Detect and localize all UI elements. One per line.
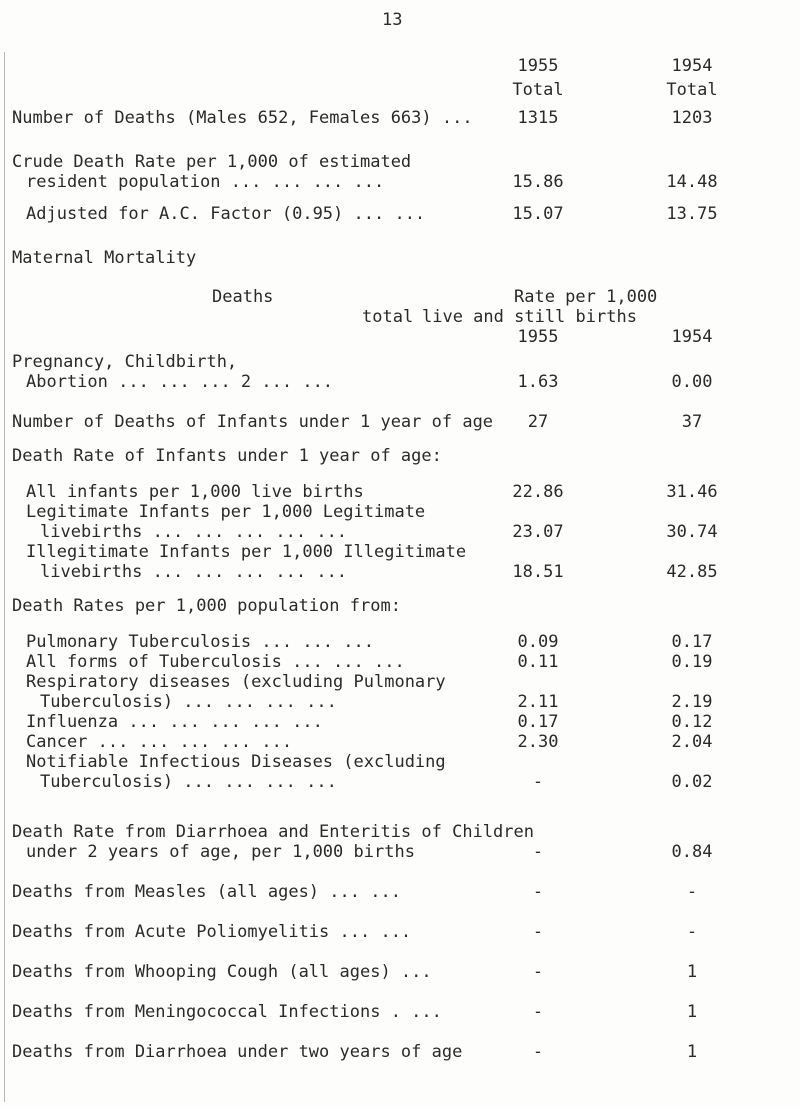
deaths-from-1954: 1 (686, 962, 698, 982)
pop-rate-row-1955: 0.09 (517, 632, 559, 652)
maternal-deaths-heading: Deaths (212, 287, 274, 307)
deaths-from-1955: - (532, 962, 544, 982)
left-margin-line (4, 52, 5, 1102)
infant-deaths-label: Number of Deaths of Infants under 1 year of age (12, 412, 494, 432)
pop-rate-row-label: Influenza ... ... ... ... ... (26, 712, 323, 732)
infant-rate-row-label-cont: livebirths ... ... ... ... ... (40, 562, 348, 582)
infant-rate-row-1955: 18.51 (512, 562, 564, 582)
infant-rate-row-label: Legitimate Infants per 1,000 Legitimate (26, 502, 426, 522)
deaths-from-1954: - (686, 922, 698, 942)
crude-rate-1955: 15.86 (512, 172, 564, 192)
infant-rate-row-label: All infants per 1,000 live births (26, 482, 364, 502)
deaths-from-label: Deaths from Diarrhoea under two years of age (12, 1042, 463, 1062)
pop-rate-row-1954: 0.02 (671, 772, 713, 792)
diarrhoea-rate-1955: - (532, 842, 544, 862)
pop-rate-row-label: Notifiable Infectious Diseases (excluding (26, 752, 446, 772)
maternal-year-1955: 1955 (517, 327, 559, 347)
pop-rates-heading: Death Rates per 1,000 population from: (12, 596, 401, 616)
adjusted-1955: 15.07 (512, 204, 564, 224)
deaths-from-1955: - (532, 922, 544, 942)
pop-rate-row-1954: 2.19 (671, 692, 713, 712)
deaths-1954: 1203 (671, 108, 713, 128)
header-total-1955: Total (512, 80, 564, 100)
deaths-from-1954: - (686, 882, 698, 902)
crude-rate-label-1: Crude Death Rate per 1,000 of estimated (12, 152, 412, 172)
deaths-label: Number of Deaths (Males 652, Females 663) ... (12, 108, 473, 128)
header-year-1955: 1955 (517, 56, 559, 76)
pop-rate-row-1955: 0.11 (517, 652, 559, 672)
deaths-from-label: Deaths from Measles (all ages) ... ... (12, 882, 401, 902)
crude-rate-1954: 14.48 (666, 172, 718, 192)
infant-rate-row-1955: 23.07 (512, 522, 564, 542)
maternal-total-label: total (362, 307, 414, 327)
diarrhoea-rate-label-2: under 2 years of age, per 1,000 births (26, 842, 415, 862)
pop-rate-row-label-cont: Tuberculosis) ... ... ... ... (40, 692, 337, 712)
maternal-rate-subheading: live and still births (422, 307, 637, 327)
pop-rate-row-1955: 0.17 (517, 712, 559, 732)
deaths-from-1955: - (532, 1002, 544, 1022)
infant-rate-row-1954: 30.74 (666, 522, 718, 542)
infant-rate-heading: Death Rate of Infants under 1 year of age: (12, 446, 442, 466)
pop-rate-row-label-cont: Tuberculosis) ... ... ... ... (40, 772, 337, 792)
maternal-rate-1954: 0.00 (671, 372, 713, 392)
pop-rate-row-1954: 2.04 (671, 732, 713, 752)
pop-rate-row-1954: 0.19 (671, 652, 713, 672)
maternal-year-1954: 1954 (671, 327, 713, 347)
diarrhoea-rate-label-1: Death Rate from Diarrhoea and Enteritis of Children (12, 822, 534, 842)
infant-rate-row-1955: 22.86 (512, 482, 564, 502)
deaths-from-label: Deaths from Acute Poliomyelitis ... ... (12, 922, 412, 942)
pop-rate-row-1954: 0.17 (671, 632, 713, 652)
pop-rate-row-label: Pulmonary Tuberculosis ... ... ... (26, 632, 374, 652)
pop-rate-row-label: Respiratory diseases (excluding Pulmonary (26, 672, 446, 692)
page-number: 13 (382, 10, 403, 30)
maternal-row-label-2: Abortion ... ... ... 2 ... ... (26, 372, 334, 392)
infant-rate-row-1954: 31.46 (666, 482, 718, 502)
deaths-from-label: Deaths from Meningococcal Infections . ... (12, 1002, 442, 1022)
pop-rate-row-label: All forms of Tuberculosis ... ... ... (26, 652, 405, 672)
infant-rate-row-label: Illegitimate Infants per 1,000 Illegitimate (26, 542, 467, 562)
adjusted-label: Adjusted for A.C. Factor (0.95) ... ... (26, 204, 426, 224)
pop-rate-row-1955: 2.11 (517, 692, 559, 712)
infant-rate-row-1954: 42.85 (666, 562, 718, 582)
deaths-from-1954: 1 (686, 1042, 698, 1062)
pop-rate-row-label: Cancer ... ... ... ... ... (26, 732, 293, 752)
header-year-1954: 1954 (671, 56, 713, 76)
deaths-1955: 1315 (517, 108, 559, 128)
deaths-from-1955: - (532, 1042, 544, 1062)
deaths-from-label: Deaths from Whooping Cough (all ages) ... (12, 962, 432, 982)
adjusted-1954: 13.75 (666, 204, 718, 224)
infant-deaths-1955: 27 (527, 412, 549, 432)
header-total-1954: Total (666, 80, 718, 100)
diarrhoea-rate-1954: 0.84 (671, 842, 713, 862)
deaths-from-1955: - (532, 882, 544, 902)
pop-rate-row-1955: 2.30 (517, 732, 559, 752)
maternal-row-label-1: Pregnancy, Childbirth, (12, 352, 238, 372)
infant-rate-row-label-cont: livebirths ... ... ... ... ... (40, 522, 348, 542)
crude-rate-label-2: resident population ... ... ... ... (26, 172, 385, 192)
pop-rate-row-1955: - (532, 772, 544, 792)
maternal-heading: Maternal Mortality (12, 248, 197, 268)
maternal-rate-heading: Rate per 1,000 (514, 287, 658, 307)
pop-rate-row-1954: 0.12 (671, 712, 713, 732)
maternal-rate-1955: 1.63 (517, 372, 559, 392)
deaths-from-1954: 1 (686, 1002, 698, 1022)
infant-deaths-1954: 37 (681, 412, 703, 432)
